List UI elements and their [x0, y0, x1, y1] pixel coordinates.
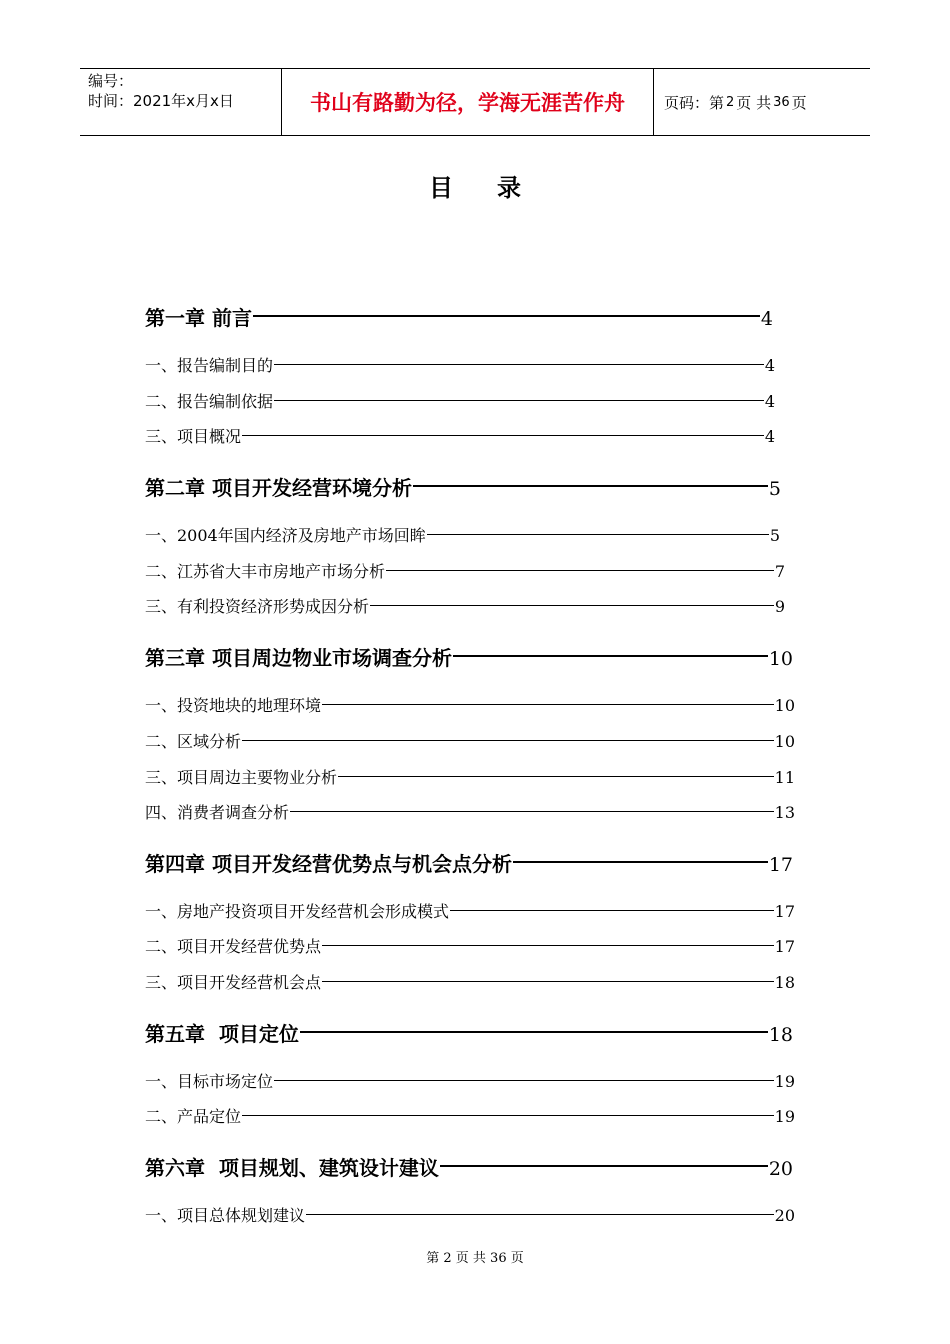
leader-line [274, 1080, 774, 1082]
leader-line [453, 655, 768, 659]
leader-line [274, 400, 764, 402]
leader-line [338, 776, 774, 778]
toc-page-number: 18 [768, 1024, 793, 1046]
toc-page-number: 7 [774, 562, 785, 581]
page-total: 36 [773, 94, 790, 110]
toc-chapter-title: 第四章 项目开发经营优势点与机会点分析 [145, 852, 512, 876]
leader-line [386, 570, 774, 572]
header-page-info [654, 69, 870, 135]
leader-line [413, 485, 768, 489]
toc-section-3-2[interactable] [145, 729, 795, 752]
page-prefix: 页码：第 [664, 93, 725, 112]
leader-line [513, 861, 768, 865]
leader-line [440, 1165, 768, 1169]
toc-chapter-title: 第一章 前言 [145, 306, 252, 330]
toc-page-number: 19 [774, 1107, 795, 1126]
toc-page-number: 20 [768, 1158, 793, 1180]
time-label: 时间：2021年x月x日 [88, 92, 234, 110]
leader-line [322, 945, 774, 947]
toc-page-number: 4 [764, 356, 775, 375]
toc-page-number: 4 [760, 308, 773, 330]
toc-section-4-3[interactable] [145, 970, 795, 993]
toc-section-title: 一、2004年国内经济及房地产市场回眸 [145, 526, 426, 545]
toc-section-6-1[interactable] [145, 1203, 795, 1226]
serial-label: 编号： [88, 72, 134, 90]
leader-line [427, 534, 769, 536]
toc-page-number: 5 [768, 478, 781, 500]
toc-page-number: 10 [774, 696, 795, 715]
toc-section-title: 一、项目总体规划建议 [145, 1206, 306, 1225]
leader-line [322, 704, 774, 706]
leader-line [322, 981, 774, 983]
toc-chapter-6[interactable] [145, 1152, 793, 1181]
toc-page-number: 17 [768, 854, 793, 876]
leader-line [274, 364, 764, 366]
toc-section-title: 二、产品定位 [145, 1107, 242, 1126]
toc-section-title: 三、项目周边主要物业分析 [145, 768, 338, 787]
toc-page-number: 17 [774, 937, 795, 956]
toc-title: 目录 [429, 174, 565, 202]
toc-section-5-1[interactable] [145, 1069, 795, 1092]
toc-section-3-4[interactable] [145, 800, 795, 823]
toc-page-number: 10 [774, 732, 795, 751]
leader-line [242, 1115, 774, 1117]
toc-section-title: 二、区域分析 [145, 732, 242, 751]
leader-line [290, 811, 774, 813]
toc-section-title: 一、房地产投资项目开发经营机会形成模式 [145, 902, 450, 921]
toc-section-2-2[interactable] [145, 559, 785, 582]
header-motto: 书山有路勤为径，学海无涯苦作舟 [281, 69, 654, 135]
page-mid: 页 共 [736, 93, 772, 112]
toc-chapter-2[interactable] [145, 472, 781, 501]
toc-section-title: 四、消费者调查分析 [145, 803, 290, 822]
toc-section-title: 三、有利投资经济形势成因分析 [145, 597, 370, 616]
toc-section-3-1[interactable] [145, 693, 795, 716]
toc-chapter-4[interactable] [145, 848, 793, 877]
toc-page-number: 19 [774, 1072, 795, 1091]
toc-chapter-3[interactable] [145, 642, 793, 671]
toc-chapter-title: 第六章 项目规划、建筑设计建议 [145, 1156, 439, 1180]
toc-chapter-1[interactable] [145, 302, 773, 331]
toc-page-number: 4 [764, 392, 775, 411]
toc-section-2-3[interactable] [145, 594, 785, 617]
toc-section-title: 二、报告编制依据 [145, 392, 274, 411]
toc-section-title: 三、项目开发经营机会点 [145, 973, 322, 992]
toc-section-title: 一、投资地块的地理环境 [145, 696, 322, 715]
leader-line [242, 740, 774, 742]
toc-section-title: 一、报告编制目的 [145, 356, 274, 375]
toc-page-number: 5 [769, 526, 780, 545]
toc-section-title: 二、项目开发经营优势点 [145, 937, 322, 956]
toc-page-number: 10 [768, 648, 793, 670]
leader-line [242, 435, 764, 437]
toc-section-4-1[interactable] [145, 899, 795, 922]
toc-page-number: 4 [764, 427, 775, 446]
toc-section-1-2[interactable] [145, 389, 775, 412]
toc-page-number: 20 [774, 1206, 795, 1225]
page-number: 2 [726, 94, 735, 110]
toc-section-1-1[interactable] [145, 353, 775, 376]
toc-chapter-5[interactable] [145, 1018, 793, 1047]
toc-section-title: 三、项目概况 [145, 427, 242, 446]
toc-chapter-title: 第五章 项目定位 [145, 1022, 299, 1046]
toc-section-2-1[interactable] [145, 523, 780, 546]
toc-section-4-2[interactable] [145, 934, 795, 957]
toc-section-title: 一、目标市场定位 [145, 1072, 274, 1091]
page-footer: 第 2 页 共 36 页 [426, 1251, 524, 1266]
toc-section-3-3[interactable] [145, 765, 795, 788]
toc-chapter-title: 第三章 项目周边物业市场调查分析 [145, 646, 452, 670]
toc-section-title: 二、江苏省大丰市房地产市场分析 [145, 562, 386, 581]
toc-page-number: 18 [774, 973, 795, 992]
toc-page-number: 9 [774, 597, 785, 616]
leader-line [253, 315, 760, 319]
toc-page-number: 17 [774, 902, 795, 921]
header-meta [80, 69, 281, 135]
toc-page-number: 11 [774, 768, 795, 787]
toc-chapter-title: 第二章 项目开发经营环境分析 [145, 476, 412, 500]
leader-line [300, 1031, 768, 1035]
page-suffix: 页 [791, 93, 807, 112]
leader-line [450, 910, 774, 912]
toc-page-number: 13 [774, 803, 795, 822]
page-header [80, 68, 870, 136]
leader-line [370, 605, 774, 607]
toc-section-1-3[interactable] [145, 424, 775, 447]
toc-section-5-2[interactable] [145, 1104, 795, 1127]
leader-line [306, 1214, 774, 1216]
